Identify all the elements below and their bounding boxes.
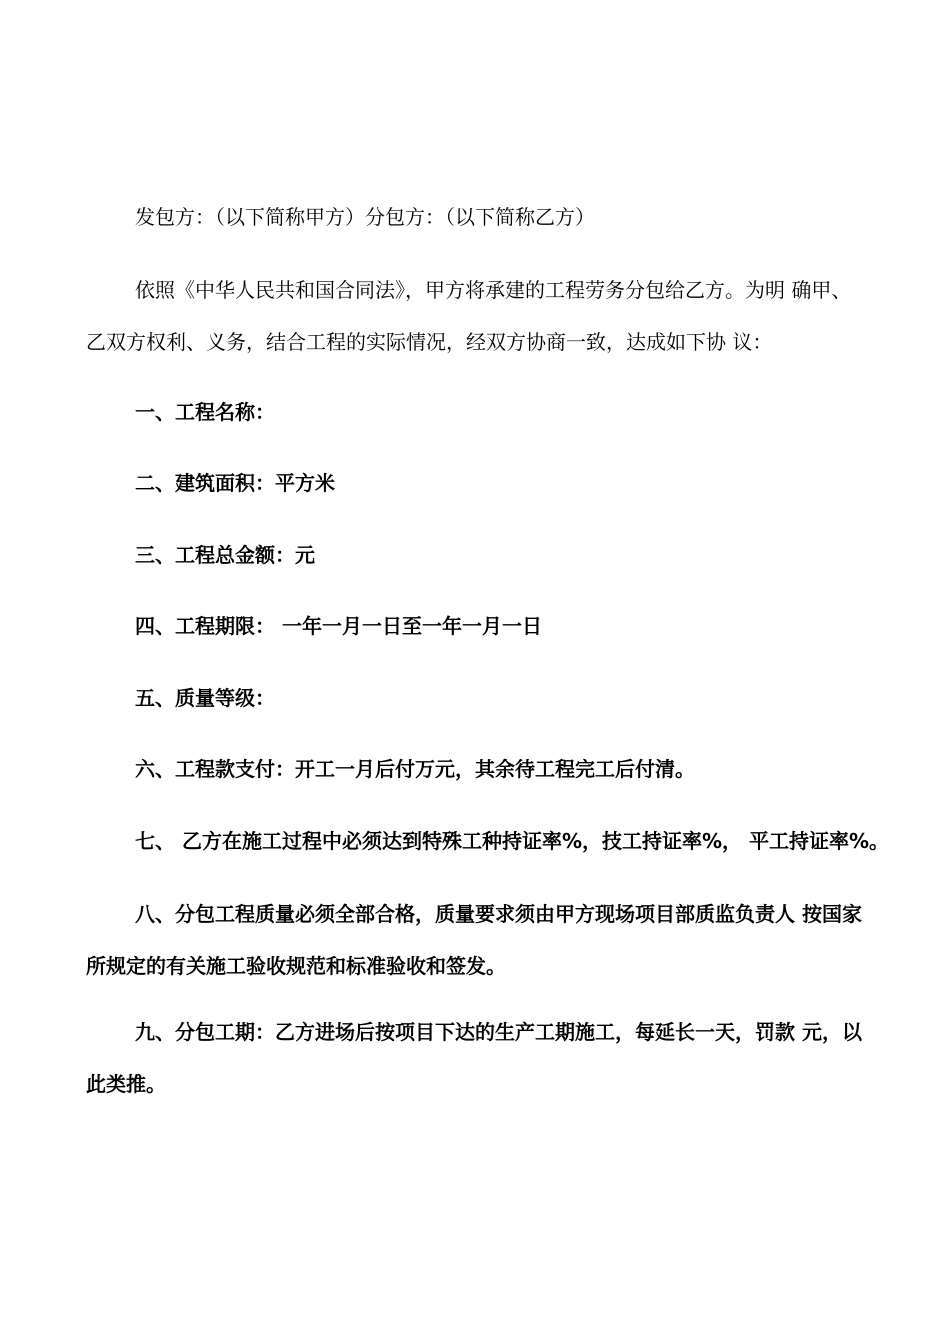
clause-9-line-2: 此类推。 — [86, 1072, 166, 1096]
parties-line: 发包方：（以下简称甲方）分包方：（以下简称乙方） — [135, 205, 595, 229]
clause-5: 五、质量等级： — [135, 686, 275, 710]
clause-6: 六、工程款支付：开工一月后付万元，其余待工程完工后付清。 — [135, 757, 695, 781]
clause-3: 三、工程总金额：元 — [135, 543, 315, 567]
intro-line-2: 乙双方权利、义务，结合工程的实际情况，经双方协商一致，达成如下协 议： — [86, 330, 773, 354]
clause-4: 四、工程期限： 一年一月一日至一年一月一日 — [135, 614, 542, 638]
intro-line-1: 依照《中华人民共和国合同法》，甲方将承建的工程劳务分包给乙方。为明 确甲、 — [135, 278, 852, 302]
clause-7: 七、 乙方在施工过程中必须达到特殊工种持证率%，技工持证率%， 平工持证率%。 — [135, 829, 890, 853]
clause-9-line-1: 九、分包工期：乙方进场后按项目下达的生产工期施工，每延长一天，罚款 元，以 — [135, 1020, 862, 1044]
clause-2: 二、建筑面积：平方米 — [135, 471, 335, 495]
clause-1: 一、工程名称： — [135, 400, 275, 424]
clause-8-line-2: 所规定的有关施工验收规范和标准验收和签发。 — [86, 954, 506, 978]
clause-8-line-1: 八、分包工程质量必须全部合格，质量要求须由甲方现场项目部质监负责人 按国家 — [135, 902, 862, 926]
